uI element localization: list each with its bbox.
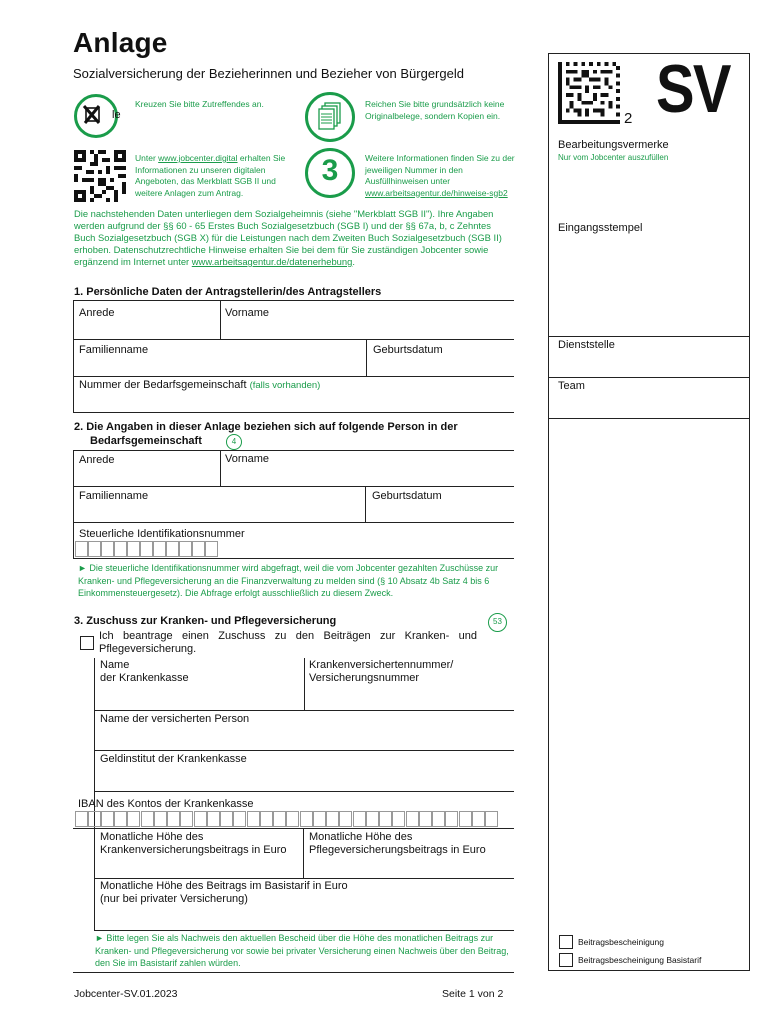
privacy-text: Die nachstehenden Daten unterliegen dem Sozialgeheimnis (siehe "Merkblatt SGB II"). Ihre Angaben werden aufgrund der §§ 60 - 65 Erstes Buch Sozialgesetzbuch (SGB I) und der §§ 67a, b, c Zehntes Buch Sozialgesetzbuch (SGB X) für die Leistungen nach dem Zweiten Buch Sozialgesetzbuch (SGB II) erhoben. Datenschutzrechtliche Hinweise erhalten Sie bei dem für Sie zuständigen Jobcenter sowie ergänzend im Internet unter — [74, 208, 502, 267]
s3-kasse-name-field[interactable] — [95, 658, 303, 709]
s3-iban-field[interactable] — [75, 811, 498, 827]
s1-bg-hint: (falls vorhanden) — [249, 380, 321, 391]
zuschuss-checkbox[interactable] — [80, 636, 94, 650]
s1-bg-nummer-text: Nummer der Bedarfsgemeinschaft — [79, 379, 247, 391]
s1-geburtsdatum-field[interactable] — [367, 341, 513, 375]
check-box-icon — [74, 94, 121, 138]
s2-familienname-label: Familienname — [79, 490, 149, 502]
dienststelle-field[interactable] — [549, 337, 749, 376]
s2-geburtsdatum-field[interactable] — [366, 487, 513, 521]
s1-familienname-field[interactable] — [74, 341, 365, 375]
s1-anrede-label: Anrede — [79, 307, 115, 319]
documents-icon — [305, 92, 355, 142]
number-three-icon — [305, 148, 355, 198]
section-2-title-line1: 2. Die Angaben in dieser Anlage beziehen sich auf folgende Person in der — [74, 421, 458, 433]
check-icon-letters: le — [112, 109, 121, 121]
s2-steuer-id-label: Steuerliche Identifikationsnummer — [79, 528, 245, 540]
copies-hint: Reichen Sie bitte grundsätzlich keine Originalbelege, sondern Kopien ein. — [365, 99, 505, 121]
s3-geldinstitut-field[interactable] — [95, 751, 513, 790]
dienststelle-label: Dienststelle — [558, 339, 615, 351]
footer-form-id: Jobcenter-SV.01.2023 — [74, 988, 178, 1000]
s3-versicherte-person-field[interactable] — [95, 711, 513, 749]
qr-code-icon — [74, 150, 126, 202]
s3-versnummer-label: Krankenversichertennummer/ Versicherungsnummer — [309, 659, 454, 684]
s1-anrede-field[interactable] — [74, 302, 219, 338]
s3-pv-beitrag-field[interactable] — [304, 829, 513, 877]
processing-sidebar — [548, 53, 750, 971]
privacy-notice — [74, 208, 514, 268]
bearbeitung-hint: Nur vom Jobcenter auszufüllen — [558, 153, 669, 162]
s2-steuer-note: ► Die steuerliche Identifikationsnummer wird abgefragt, weil die vom Jobcenter gezahlten Zuschüsse zur Kranken- und Pflegeversicherung an die Finanzverwaltung zu melden sind (§ 10 Absatz 4b Satz 4 bis 6 Einkommensteuergesetz). Die Abfrage erfolgt ausschließlich zu diesem Zweck. — [78, 563, 499, 598]
s1-vorname-label: Vorname — [225, 307, 270, 319]
s3-basistarif-label: Monatliche Höhe des Beitrags im Basistarif in Euro (nur bei privater Versicherung) — [100, 880, 348, 905]
page-subtitle: Sozialversicherung der Bezieherinnen und Bezieher von Bürgergeld — [73, 66, 464, 81]
s2-familienname-field[interactable] — [74, 487, 364, 521]
beitragsbescheinigung-label: Beitragsbescheinigung — [578, 937, 665, 947]
digital-hint — [135, 153, 295, 199]
s2-anrede-label: Anrede — [79, 454, 115, 466]
section-1-title: 1. Persönliche Daten der Antragstellerin/des Antragstellers — [74, 286, 382, 298]
s1-vorname-field[interactable] — [221, 302, 513, 338]
section-2-title-line2: Bedarfsgemeinschaft — [90, 435, 202, 447]
footer-page-number: Seite 1 von 2 — [442, 988, 504, 1000]
s3-basistarif-field[interactable] — [95, 879, 513, 929]
beitragsbescheinigung-checkbox[interactable] — [559, 935, 573, 949]
privacy-end: . — [352, 256, 355, 267]
datamatrix-index: 2 — [624, 110, 633, 127]
s2-vorname-label: Vorname — [225, 453, 270, 465]
hinweise-link[interactable]: www.arbeitsagentur.de/hinweise-sgb2 — [365, 187, 508, 198]
team-field[interactable] — [549, 378, 749, 417]
team-label: Team — [558, 380, 585, 392]
eingangsstempel-label: Eingangsstempel — [558, 222, 643, 234]
basistarif-bescheinigung-label: Beitragsbescheinigung Basistarif — [578, 955, 702, 965]
s3-pv-beitrag-label: Monatliche Höhe des Pflegeversicherungsbeitrags in Euro — [309, 831, 486, 856]
jobcenter-digital-link[interactable]: www.jobcenter.digital — [158, 153, 238, 163]
form-code: SV — [656, 51, 730, 127]
datenerhebung-link[interactable]: www.arbeitsagentur.de/datenerhebung — [191, 256, 353, 267]
datamatrix-icon — [558, 62, 620, 124]
s3-versnummer-field[interactable] — [305, 658, 513, 709]
s3-nachweis-note: ► Bitte legen Sie als Nachweis den aktuellen Bescheid über die Höhe des monatlichen Beitrags zur Kranken- und Pflegeversicherung vor sowie bei privater Versicherung einen Nachweis über den Beitrag, den Sie im Basistarif zahlen würden. — [95, 933, 509, 968]
s3-iban-label: IBAN des Kontos der Krankenkasse — [78, 798, 254, 810]
digital-hint-pre: Unter — [135, 153, 159, 163]
number-hint-text: Weitere Informationen finden Sie zu der jeweiligen Nummer in den Ausfüllhinweisen unter — [365, 153, 515, 186]
check-hint: Kreuzen Sie bitte Zutreffendes an. — [135, 99, 264, 109]
number-three-label: 3 — [321, 154, 339, 187]
s3-geldinstitut-label: Geldinstitut der Krankenkasse — [100, 753, 247, 765]
section-3-ref-icon: 53 — [488, 613, 507, 632]
eingangsstempel-area — [549, 236, 749, 335]
s2-geburtsdatum-label: Geburtsdatum — [372, 490, 442, 502]
bearbeitung-label: Bearbeitungsvermerke — [558, 139, 669, 151]
s3-versicherte-person-label: Name der versicherten Person — [100, 713, 250, 725]
s1-bg-field[interactable] — [74, 378, 513, 411]
basistarif-checkbox[interactable] — [559, 953, 573, 967]
s1-geburtsdatum-label: Geburtsdatum — [373, 344, 443, 356]
digital-hint-post: erhalten Sie Informationen zu unseren digitalen Angeboten, das Merkblatt SGB II und weitere Anlagen zum Antrag. — [135, 153, 286, 198]
section-3-title: 3. Zuschuss zur Kranken- und Pflegeversicherung — [74, 615, 337, 627]
section-2-ref-icon: 4 — [226, 434, 242, 450]
s2-steuer-id-field[interactable] — [75, 541, 218, 557]
s1-familienname-label: Familienname — [79, 344, 149, 356]
zuschuss-checkbox-label: Ich beantrage einen Zuschuss zu den Beiträgen zur Kranken- und Pflegeversicherung. — [99, 630, 477, 655]
s2-vorname-field[interactable] — [221, 451, 513, 485]
s3-kv-beitrag-label: Monatliche Höhe des Krankenversicherungsbeitrags in Euro — [100, 831, 287, 856]
s3-kasse-name-label: Name der Krankenkasse — [100, 659, 189, 684]
number-hint — [365, 153, 515, 199]
s3-kv-beitrag-field[interactable] — [95, 829, 302, 877]
s2-anrede-field[interactable] — [74, 451, 219, 485]
page-title: Anlage — [73, 27, 168, 58]
